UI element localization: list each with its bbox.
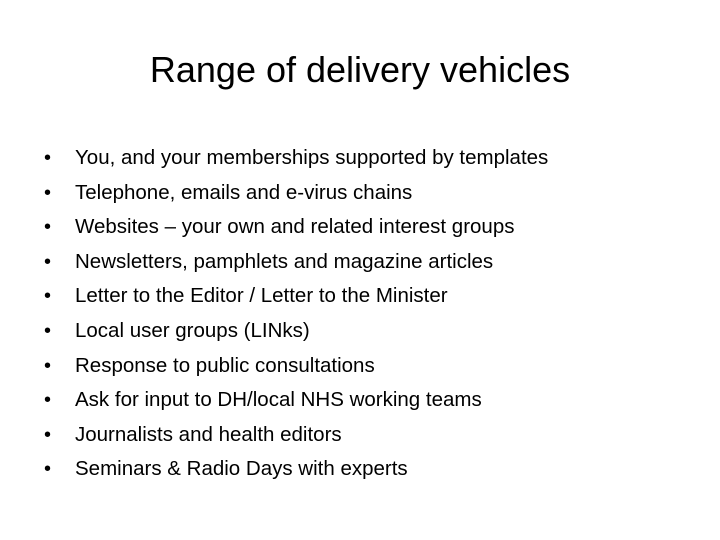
slide-title: Range of delivery vehicles xyxy=(149,49,571,90)
bullet-list xyxy=(44,141,548,487)
list-item-text: Newsletters, pamphlets and magazine articles xyxy=(75,249,494,273)
list-item xyxy=(44,279,548,314)
bullet-icon: • xyxy=(44,181,52,204)
list-item-text: Telephone, emails and e-virus chains xyxy=(75,180,413,204)
bullet-icon: • xyxy=(44,147,52,169)
list-item-text: Seminars & Radio Days with experts xyxy=(75,457,408,481)
list-item-text: Journalists and health editors xyxy=(75,422,342,446)
bullet-icon: • xyxy=(44,423,52,446)
bullet-icon: • xyxy=(44,319,52,342)
list-item xyxy=(44,176,548,211)
list-item xyxy=(44,314,548,349)
bullet-icon: • xyxy=(44,216,52,239)
list-item xyxy=(44,418,548,453)
list-item-text: Response to public consultations xyxy=(75,353,375,377)
list-item-text: Letter to the Editor / Letter to the Minister xyxy=(75,284,448,308)
bullet-icon: • xyxy=(44,354,52,377)
bullet-icon: • xyxy=(44,250,52,273)
list-item-text: Ask for input to DH/local NHS working teams xyxy=(75,388,482,412)
list-item xyxy=(44,383,548,418)
bullet-icon: • xyxy=(44,458,52,481)
list-item xyxy=(44,349,548,384)
list-item xyxy=(44,452,548,487)
list-item-text: Local user groups (LINks) xyxy=(75,318,310,342)
bullet-icon: • xyxy=(44,389,52,412)
list-item xyxy=(44,210,548,245)
list-item xyxy=(44,141,548,176)
list-item-text: You, and your memberships supported by templates xyxy=(75,146,549,169)
bullet-icon: • xyxy=(44,285,52,308)
list-item-text: Websites – your own and related interest groups xyxy=(75,215,515,239)
list-item xyxy=(44,245,548,280)
